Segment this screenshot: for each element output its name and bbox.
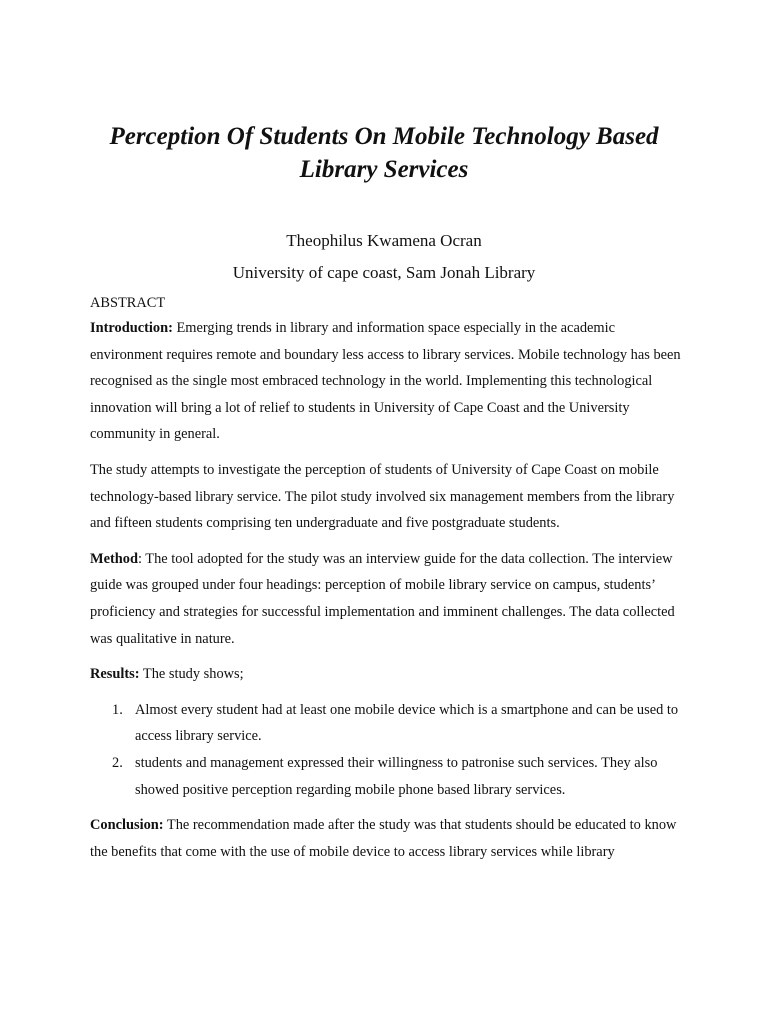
results-list (90, 697, 690, 803)
results-text: The study shows; (139, 666, 244, 683)
author-affiliation: University of cape coast, Sam Jonah Library (232, 263, 536, 282)
paper-title (60, 120, 708, 186)
list-item-text: Almost every student had at least one mobile device which is a smartphone and can be used to access library service. (135, 701, 679, 745)
list-item-number: 1. (112, 701, 123, 718)
introduction-label: Introduction: (90, 320, 173, 336)
results-paragraph (90, 661, 690, 688)
method-label: Method (90, 550, 138, 567)
method-text: : The tool adopted for the study was an interview guide for the data collection. The interview guide was grouped under four headings: perception of mobile library service on campus, students’ proficiency and strategies for successful implementation and imminent challenges. The data collected was qualitative in nature. (90, 550, 675, 647)
conclusion-label: Conclusion: (90, 817, 164, 834)
introduction-text: Emerging trends in library and information space especially in the academic environment requires remote and boundary less access to library services. Mobile technology has been recognised as the single most embraced technology in the world. Implementing this technological innovation will bring a lot of relief to students in University of Cape Coast and the University community in general. (90, 320, 681, 443)
list-item (90, 750, 690, 803)
author-name: Theophilus Kwamena Ocran (286, 231, 482, 250)
abstract-heading: ABSTRACT (90, 295, 166, 311)
list-item-text: students and management expressed their willingness to patronise such services. They also showed positive perception regarding mobile phone based library services. (135, 754, 658, 798)
paper-title-line-2: Library Services (299, 156, 469, 183)
introduction-paragraph (90, 315, 690, 448)
list-item (90, 697, 690, 750)
paper-title-line-1: Perception Of Students On Mobile Technology Based (109, 123, 659, 150)
study-paragraph: The study attempts to investigate the perception of students of University of Cape Coast on mobile technology-based library service. The pilot study involved six management members from the library and fifteen students comprising ten undergraduate and five postgraduate students. (90, 461, 675, 532)
list-item-number: 2. (112, 754, 123, 771)
results-label: Results: (90, 666, 140, 683)
conclusion-paragraph (90, 812, 690, 865)
conclusion-text: The recommendation made after the study was that students should be educated to know the benefits that come with the use of mobile device to access library services while library (90, 817, 677, 860)
abstract-body (90, 292, 690, 874)
method-paragraph (90, 546, 690, 652)
